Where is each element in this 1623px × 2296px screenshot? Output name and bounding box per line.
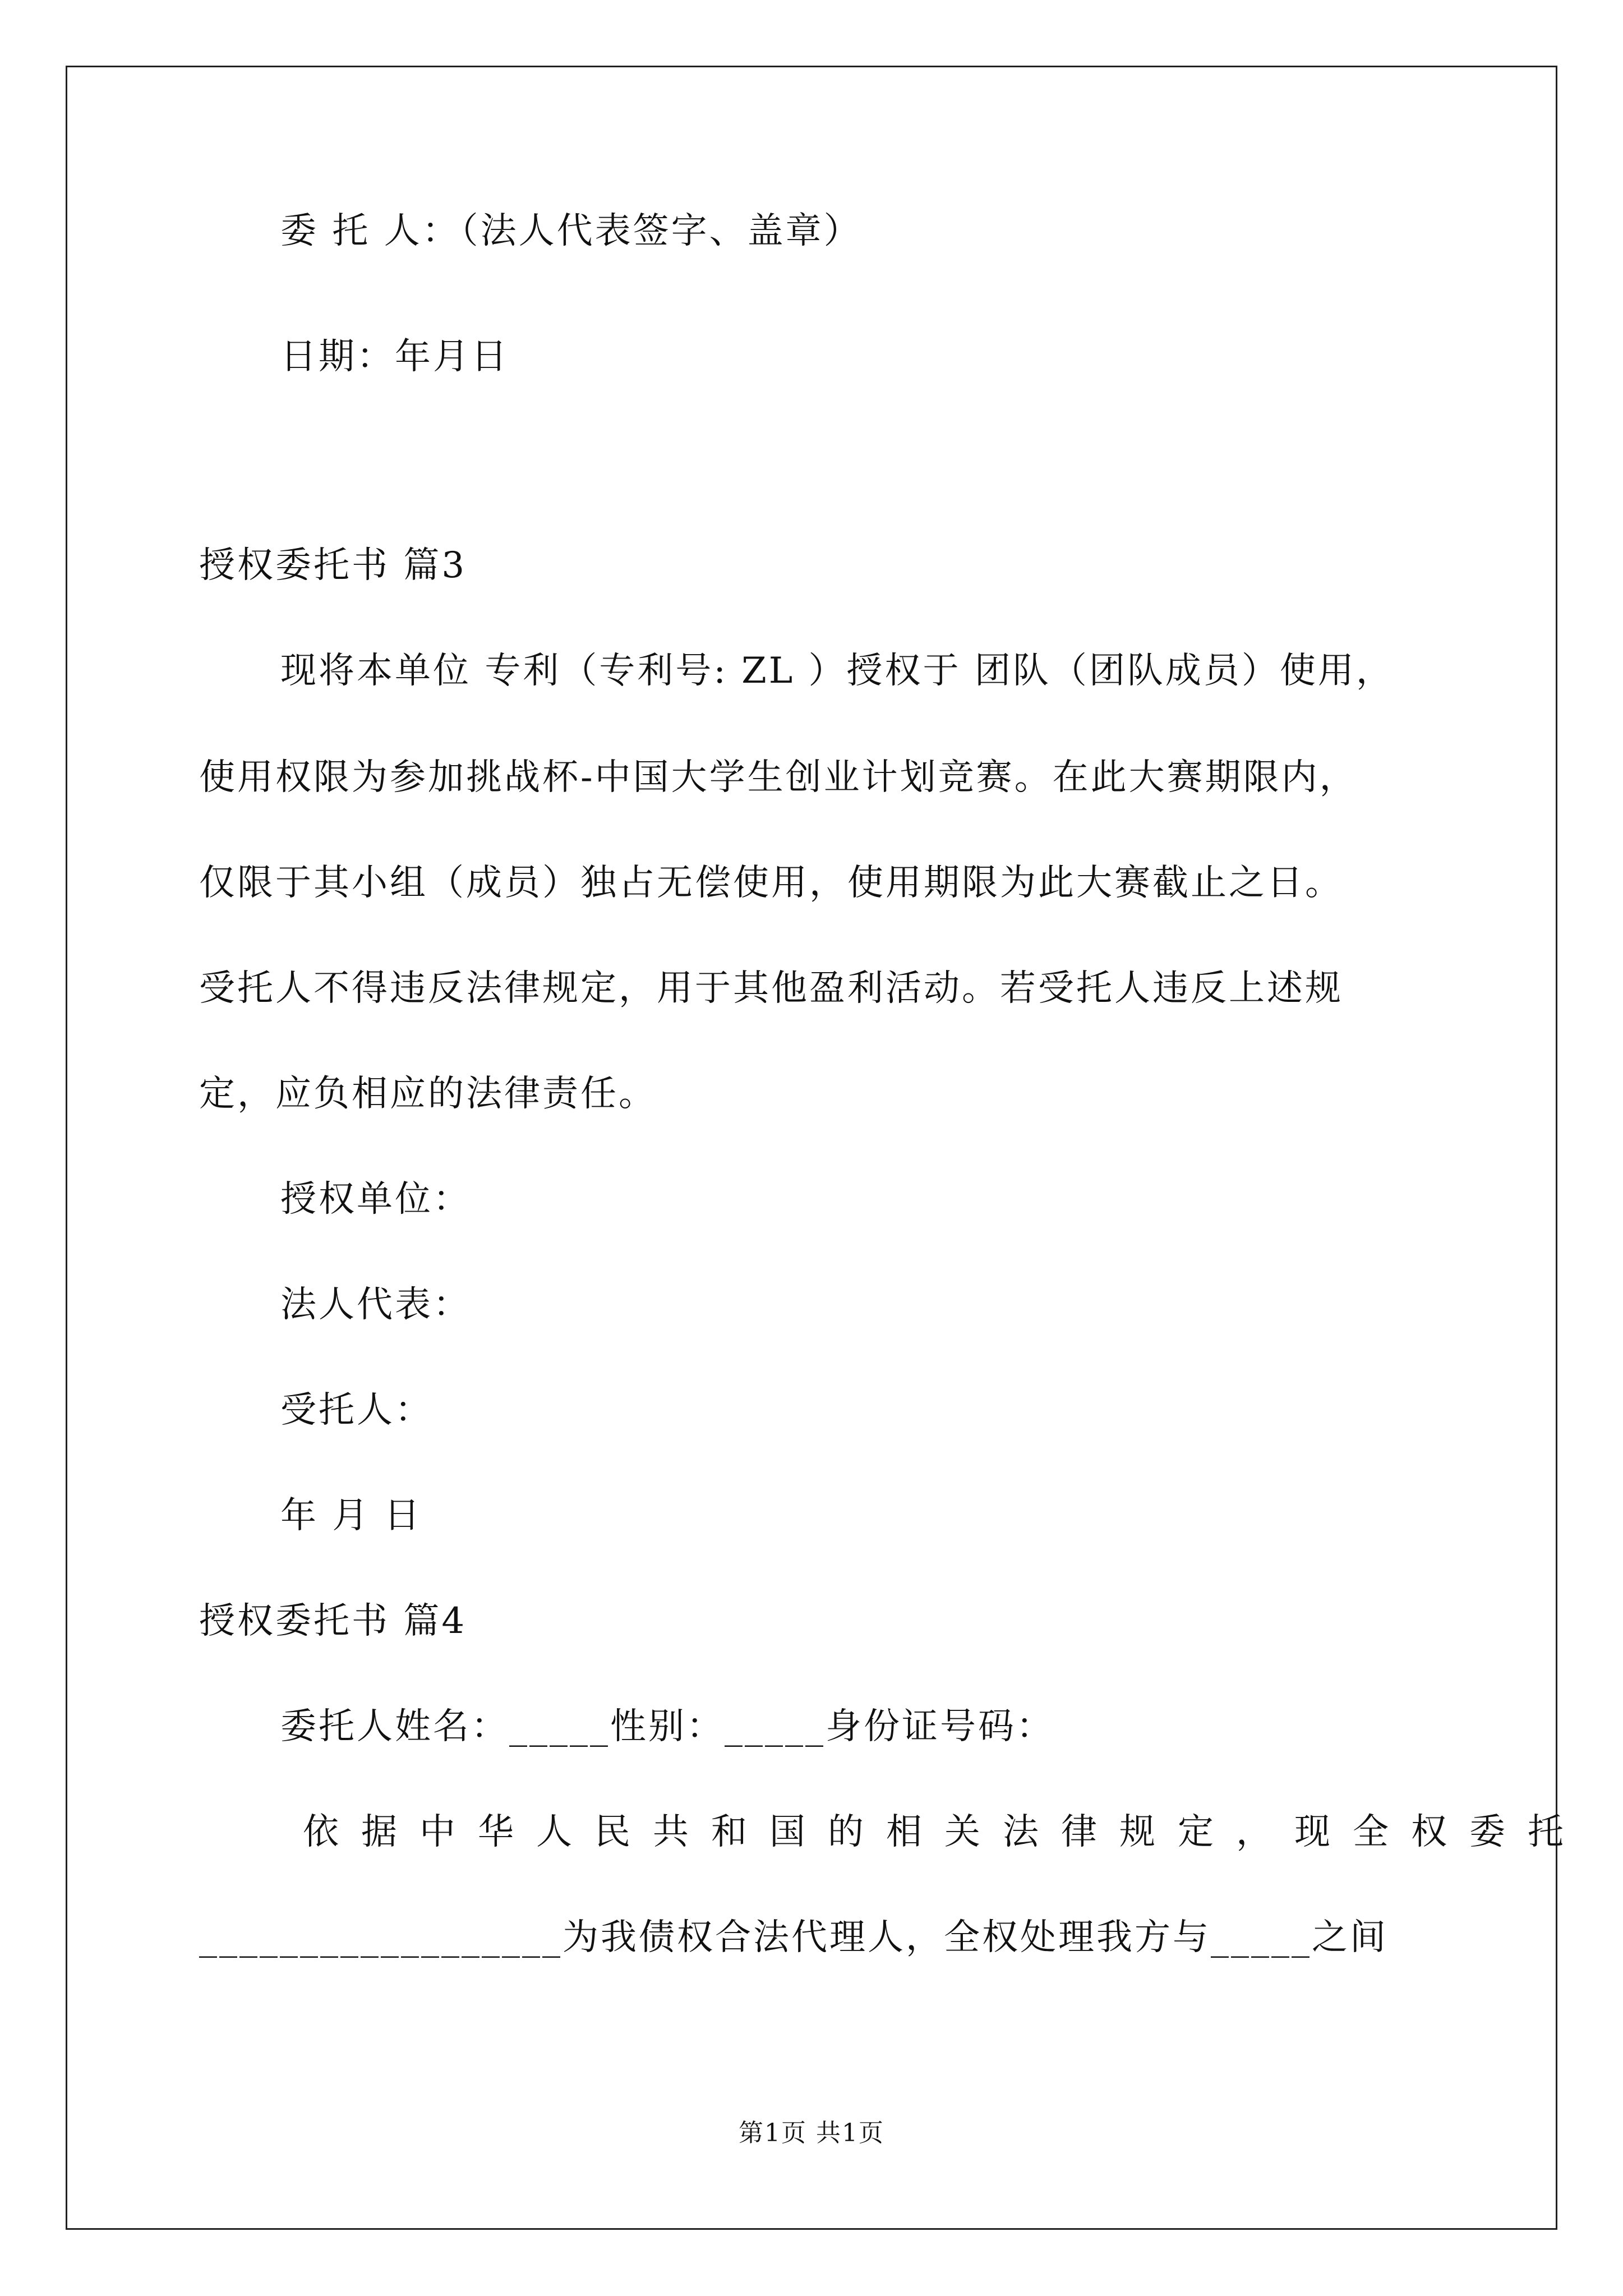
paragraph-3-line-5: 定，应负相应的法律责任。 <box>199 1073 657 1115</box>
paragraph-4-line-1: 依据中华人民共和国的相关法律规定，现全权委托 <box>303 1811 1586 1853</box>
date-line-1: 日期：年月日 <box>280 336 509 378</box>
legal-representative-label: 法人代表： <box>280 1284 471 1326</box>
section-heading-4: 授权委托书 篇4 <box>199 1600 467 1642</box>
section-heading-3: 授权委托书 篇3 <box>199 545 467 586</box>
page-footer: 第1页 共1页 <box>739 2119 884 2147</box>
paragraph-4-line-2: __________________为我债权合法代理人，全权处理我方与_____之间 <box>199 1917 1388 1958</box>
trustee-label: 受托人： <box>280 1389 433 1431</box>
page-frame <box>66 66 1557 2230</box>
principal-signature-line: 委 托 人：（法人代表签字、盖章） <box>280 210 862 252</box>
principal-info-line: 委托人姓名：_____性别：_____身份证号码： <box>280 1706 1054 1747</box>
paragraph-3-line-4: 受托人不得违反法律规定，用于其他盈利活动。若受托人违反上述规 <box>199 968 1343 1009</box>
paragraph-3-line-2: 使用权限为参加挑战杯-中国大学生创业计划竞赛。在此大赛期限内， <box>199 757 1358 798</box>
date-line-2: 年 月 日 <box>280 1495 422 1536</box>
paragraph-3-line-3: 仅限于其小组（成员）独占无偿使用，使用期限为此大赛截止之日。 <box>199 862 1343 904</box>
authorizing-unit-label: 授权单位： <box>280 1179 471 1220</box>
paragraph-3-line-1: 现将本单位 专利（专利号: ZL ）授权于 团队（团队成员）使用， <box>280 650 1394 692</box>
